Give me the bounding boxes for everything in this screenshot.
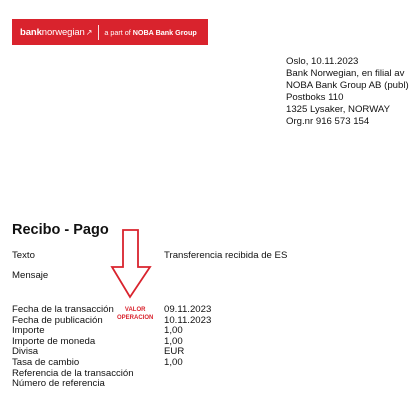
sender-address — [286, 56, 409, 128]
detail-value: 10.11.2023 — [164, 314, 212, 326]
texto-label: Texto — [12, 250, 35, 261]
annotation-line: OPERACION — [117, 315, 154, 321]
address-line: Org.nr 916 573 154 — [286, 116, 370, 127]
address-line: 1325 Lysaker, NORWAY — [286, 104, 390, 115]
group-tagline: a part of NOBA Bank Group — [104, 27, 197, 37]
detail-value: 09.11.2023 — [164, 304, 212, 315]
annotation-line: VALOR — [124, 307, 146, 313]
detail-label: Fecha de la transacción — [12, 304, 114, 315]
detail-value: 1,00 — [164, 356, 183, 368]
logo-divider — [98, 25, 99, 40]
detail-label: Fecha de publicación — [12, 314, 103, 326]
red-down-arrow-icon — [110, 229, 152, 299]
detail-label: Tasa de cambio — [12, 356, 80, 368]
address-line: Oslo, 10.11.2023 — [286, 56, 359, 67]
detail-label: Referencia de la transacción — [12, 367, 134, 379]
detail-label: Divisa — [12, 346, 39, 358]
address-line: Postboks 110 — [286, 92, 344, 103]
address-line: NOBA Bank Group AB (publ) — [286, 80, 409, 91]
address-line: Bank Norwegian, en filial av — [286, 68, 405, 79]
detail-value: 1,00 — [164, 325, 183, 337]
bank-logo-banner — [12, 19, 208, 45]
detail-label: Número de referencia — [12, 378, 105, 390]
detail-value: EUR — [164, 346, 185, 358]
receipt-title: Recibo - Pago — [12, 222, 109, 238]
brand-mark-icon: ↗ — [85, 27, 93, 37]
texto-value: Transferencia recibida de ES — [164, 250, 288, 261]
detail-value: 1,00 — [164, 335, 183, 347]
detail-label: Importe — [12, 325, 45, 337]
mensaje-label: Mensaje — [12, 270, 49, 281]
detail-row — [12, 379, 134, 390]
detail-label: Importe de moneda — [12, 335, 96, 347]
valor-operacion-annotation — [117, 306, 153, 322]
brand-logo: banknorwegian↗ — [20, 26, 93, 38]
